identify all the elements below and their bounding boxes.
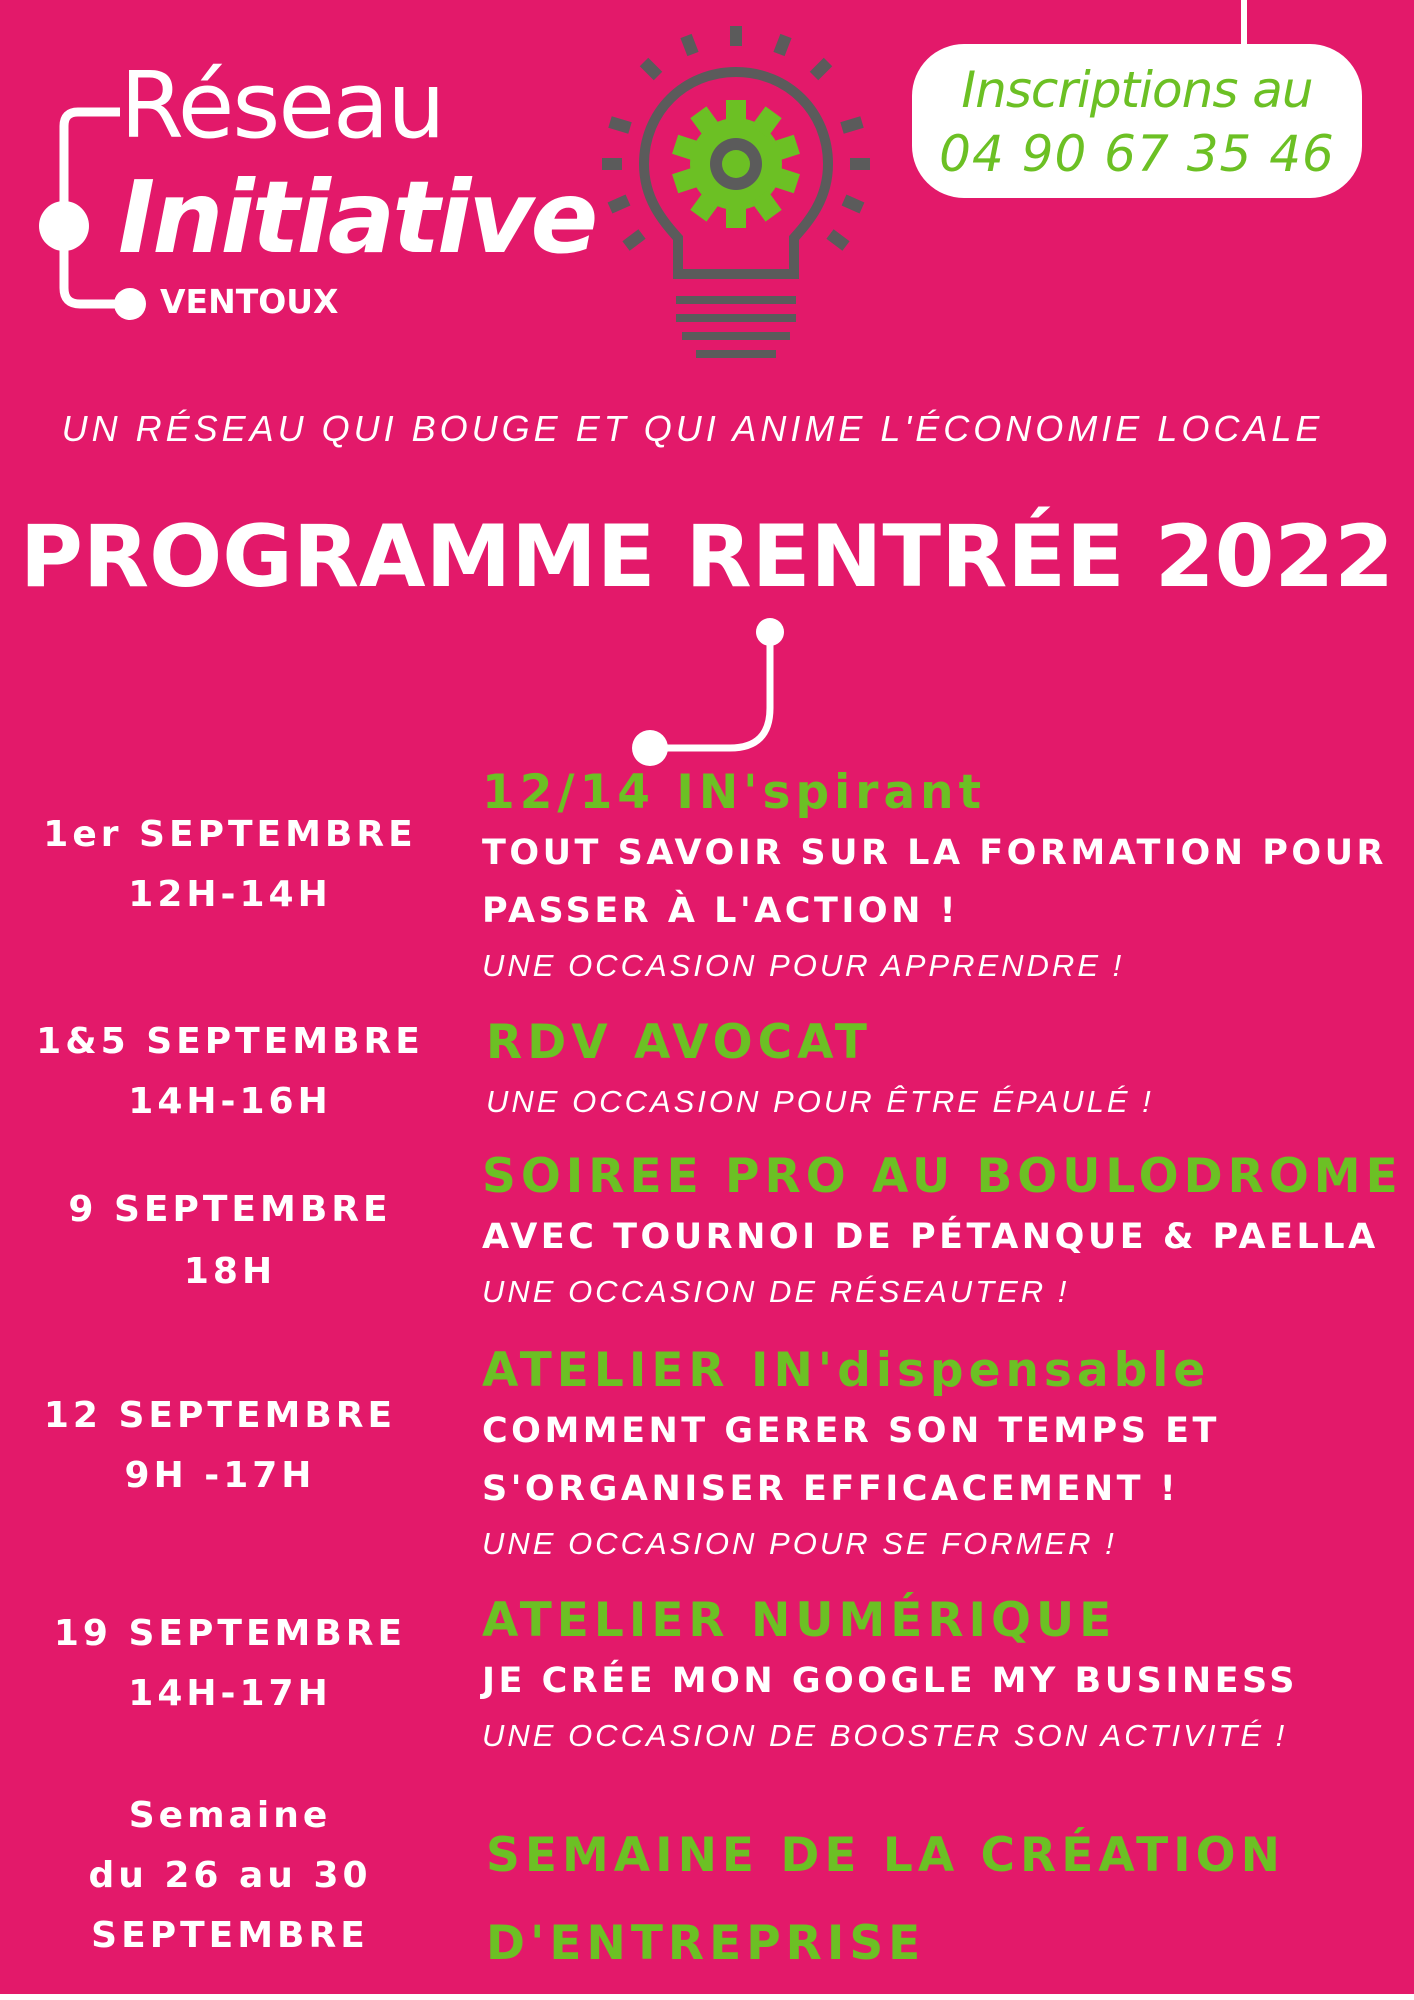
event-description: JE CRÉE MON GOOGLE MY BUSINESS [482,1661,1298,1701]
event-date-line: Semaine [128,1795,332,1836]
event-date [10,1604,450,1724]
event-note: UNE OCCASION POUR ÊTRE ÉPAULÉ ! [486,1084,1154,1119]
event-note: UNE OCCASION POUR SE FORMER ! [482,1526,1117,1561]
event-note: UNE OCCASION POUR APPRENDRE ! [482,948,1125,983]
connector-line-icon [620,608,790,768]
event-date-line: du 26 au 30 [88,1855,372,1896]
lightbulb-gear-icon [596,24,876,364]
event-time-line: 12H-14H [128,874,332,915]
event-date [0,1386,440,1506]
logo-ventoux: VENTOUX [160,282,339,321]
event-description: S'ORGANISER EFFICACEMENT ! [482,1469,1180,1509]
phone-number[interactable]: 04 90 67 35 46 [939,125,1335,183]
event-description: AVEC TOURNOI DE PÉTANQUE & PAELLA [482,1217,1379,1257]
event-time-line: 14H-17H [128,1673,332,1714]
event-title: ATELIER NUMÉRIQUE [482,1593,1117,1648]
event-note: UNE OCCASION DE RÉSEAUTER ! [482,1274,1070,1309]
event-title: SOIREE PRO AU BOULODROME [482,1149,1403,1204]
logo-reseau: Réseau [120,52,444,159]
bubble-connector-icon [1234,0,1254,48]
inscriptions-badge [912,44,1362,198]
event-title: 12/14 IN'spirant [482,765,987,820]
event-time-line: 18H [183,1251,277,1292]
event-item [482,1146,1402,1318]
event-item [482,1590,1402,1762]
event-date-line: 1&5 SEPTEMBRE [36,1021,424,1062]
page-title: PROGRAMME RENTRÉE 2022 [19,507,1395,607]
tagline: UN RÉSEAU QUI BOUGE ET QUI ANIME L'ÉCONOMIE LOCALE [61,408,1324,449]
event-title: D'ENTREPRISE [486,1916,926,1971]
event-note: UNE OCCASION DE BOOSTER SON ACTIVITÉ ! [482,1718,1288,1753]
event-date-line: 12 SEPTEMBRE [43,1395,397,1436]
event-description: COMMENT GERER SON TEMPS ET [482,1411,1220,1451]
event-date-line: 1er SEPTEMBRE [43,814,417,855]
event-time-line: 9H -17H [124,1455,316,1496]
event-item [482,1340,1402,1570]
event-date [10,1178,450,1302]
event-time-line: 14H-16H [128,1081,332,1122]
event-title: RDV AVOCAT [486,1015,872,1070]
event-item [486,1012,1406,1128]
event-date [10,1786,450,1966]
event-date-line: 19 SEPTEMBRE [53,1613,407,1654]
inscriptions-label: Inscriptions au [961,61,1313,119]
event-date-line: 9 SEPTEMBRE [68,1189,392,1230]
event-date [10,805,450,925]
event-item [486,1812,1406,1988]
event-description: TOUT SAVOIR SUR LA FORMATION POUR [482,833,1387,873]
logo-initiative: Initiative [118,159,596,276]
event-date [10,1012,450,1132]
event-title: ATELIER IN'dispensable [482,1343,1211,1398]
event-description: PASSER À L'ACTION ! [482,891,960,931]
event-title: SEMAINE DE LA CRÉATION [486,1828,1285,1883]
event-date-line: SEPTEMBRE [91,1915,369,1956]
event-item [482,762,1402,992]
